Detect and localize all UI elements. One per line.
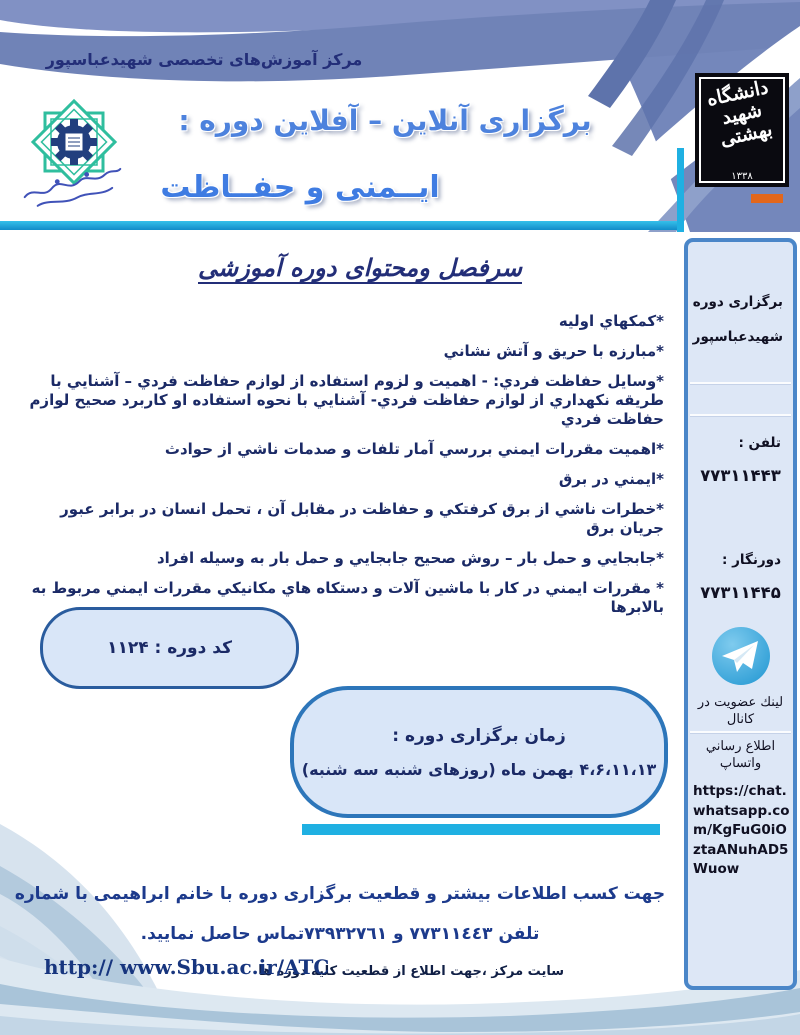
syllabus-item: *جابجایي و حمل بار – روش صحیح جابجایي و حمل بار به وسیله افراد [156, 549, 664, 567]
footer-info-line1: جهت کسب اطلاعات بیشتر و قطعیت برگزاری دوره با خانم ابراهیمی با شماره [14, 884, 666, 904]
whatsapp-link[interactable]: https://chat.whatsapp.com/KgFuG0iOztaANuhAD5Wuow [693, 783, 790, 877]
footer-wave-art [0, 808, 800, 1035]
fax-label: دورنگار : [722, 552, 781, 568]
sidebar-center-name: شهیدعباسپور [692, 329, 783, 345]
syllabus-item: *خطرات ناشي از برق کرفتكي و حفاظت در مقابل آن ، تحمل انسان در برابر عبور جریان برق [60, 500, 664, 537]
schedule-dates: ۴،۶،۱۱،۱۳ بهمن ماه (روزهای شنبه سه شنبه) [301, 759, 657, 779]
sidebar-divider [690, 731, 791, 734]
sidebar-divider [690, 382, 791, 385]
center-name-title: مرکز آموزش‌های تخصصی شهیدعباسپور [45, 50, 363, 69]
syllabus-item: *ایمني در برق [558, 470, 664, 488]
site-note: سایت مرکز ،جهت اطلاع از قطعیت کلیه دوره ها [258, 964, 564, 979]
course-code-badge [40, 607, 299, 689]
cyan-divider-vertical [677, 148, 684, 232]
schedule-badge [290, 686, 668, 818]
cyan-accent-bar [302, 824, 660, 835]
footer-info-line2: تلفن ٧٧٣١١٤٤٣ و ٧٣٩٣٢٧٦١تماس حاصل نمایید. [140, 924, 540, 944]
course-title: ایــمنی و حفــاظت [160, 170, 440, 205]
syllabus-item: *وسایل حفاظت فردي: - اهمیت و لزوم استفاده از لوازم حفاظت فردي – آشنایي با طریقه نكهداري از لوازم حفاظت فردي- آشنایي با نحوه استفاده او کاربرد صحیح لوازم حفاظت فردي [29, 372, 664, 428]
orange-accent-dash [751, 194, 783, 203]
fax-number: ۷۷۳۱۱۴۴۵ [700, 583, 781, 602]
syllabus-item: *اهمیت مقررات ایمني بررسي آمار تلفات و صدمات ناشي از حوادث [164, 440, 664, 458]
telegram-icon[interactable] [711, 626, 771, 686]
schedule-title: زمان برگزاری دوره : [392, 725, 566, 746]
sidebar-course-holding-label: برگزاری دوره [692, 294, 783, 310]
course-code-text: کد دوره : ۱۱۲۴ [107, 638, 232, 658]
contact-sidebar [684, 238, 797, 990]
sbu-logo-year: ۱۳۳۸ [731, 171, 753, 182]
site-url-link[interactable]: http:// www.Sbu.ac.ir/ATC [44, 955, 330, 979]
syllabus-item: * مقررات ایمني در کار با ماشین آلات و دستکاه هاي مكانیكي مقررات ایمني مربوط به بالابرها [31, 579, 664, 616]
delivery-mode-title: برگزاری آنلاین – آفلاین دوره : [178, 104, 592, 137]
whatsapp-info-label: اطلاع رساني واتساپ [705, 739, 776, 771]
cyan-divider-horizontal [0, 221, 684, 230]
channel-link-label: لینك عضویت در كانال [697, 695, 784, 727]
phone-number: ۷۷۳۱۱۴۴۳ [700, 466, 781, 485]
syllabus-item: *مبارزه با حریق و آتش نشاني [443, 342, 664, 360]
syllabus-list [24, 312, 664, 628]
sbu-logo-text: دانشگاه شهید بهشتی [704, 76, 775, 151]
syllabus-item: *کمکهاي اوليه [558, 312, 664, 330]
phone-label: تلفن : [738, 435, 781, 451]
syllabus-heading: سرفصل ومحتوای دوره آموزشی [198, 254, 522, 282]
sbu-university-logo [695, 73, 789, 187]
sidebar-divider [690, 414, 791, 417]
